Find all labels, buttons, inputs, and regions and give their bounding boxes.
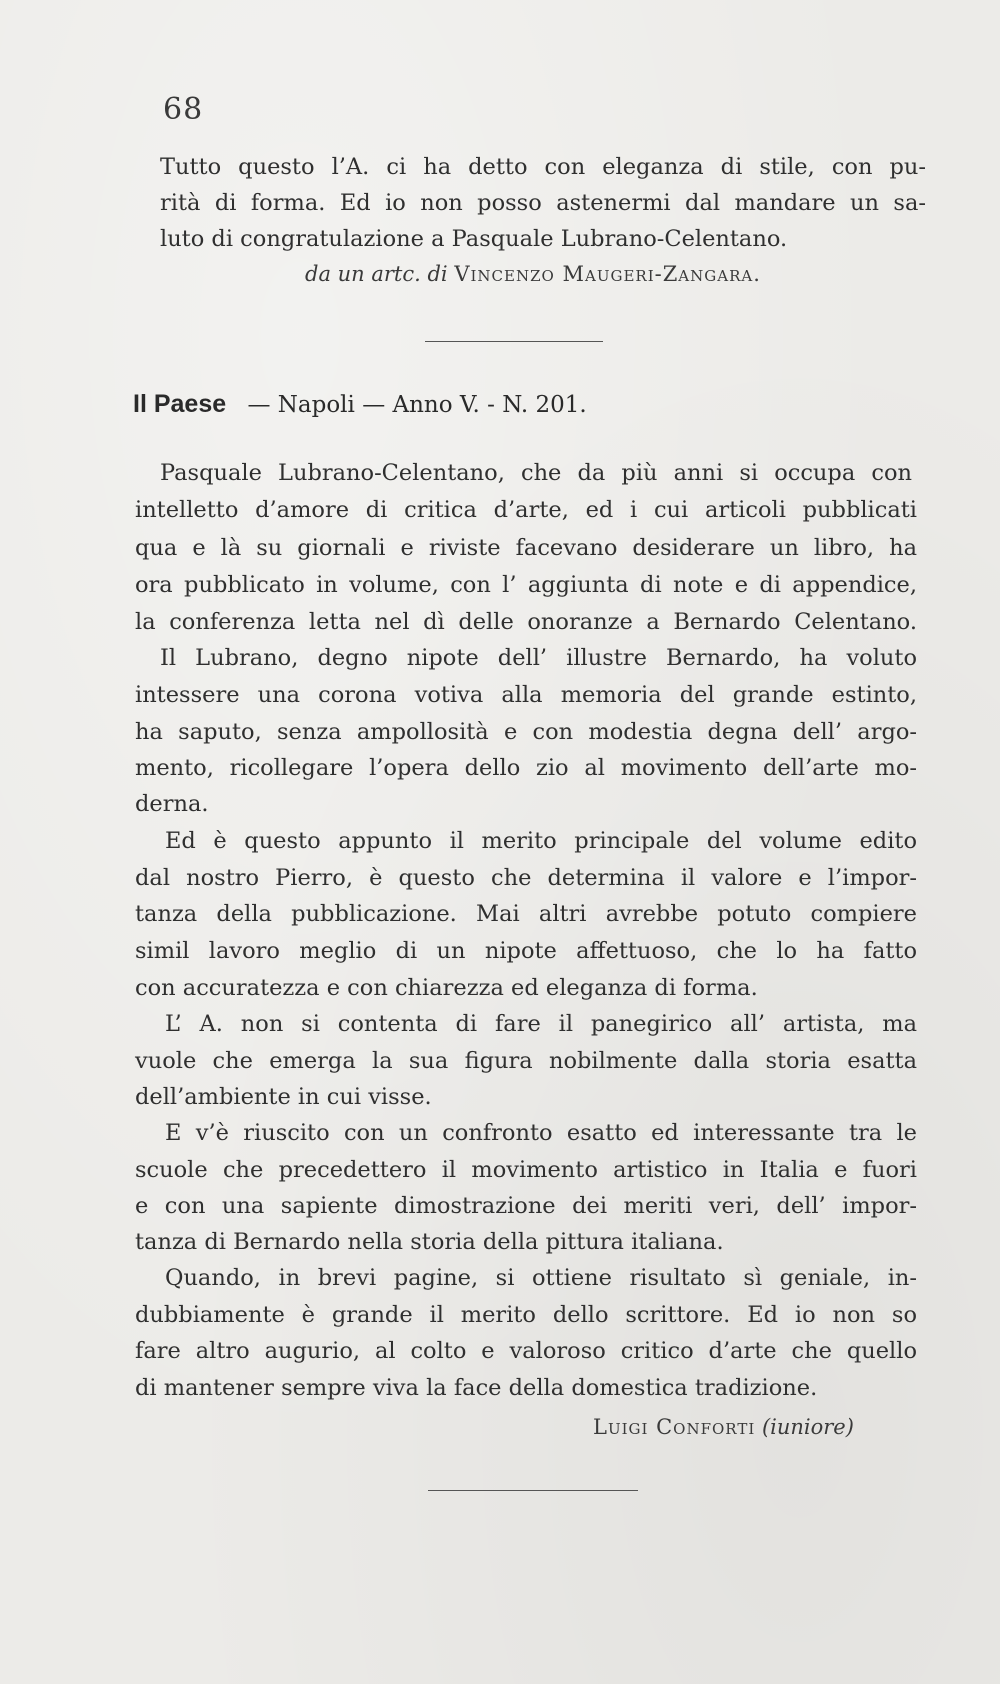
newspaper-name: Il Paese	[133, 390, 227, 418]
article-line-19: E v’è riuscito con un confronto esatto ed interessante tra le	[165, 1120, 917, 1146]
signature-name: Luigi Conforti	[593, 1415, 756, 1439]
article-line-22: tanza di Bernardo nella storia della pittura italiana.	[135, 1229, 724, 1255]
newspaper-masthead	[133, 390, 587, 419]
article-line-3: qua e là su giornali e riviste facevano desiderare un libro, ha	[135, 535, 917, 561]
article-line-2: intelletto d’amore di critica d’arte, ed i cui articoli pubblicati	[135, 497, 917, 523]
article-line-5: la conferenza letta nel dì delle onoranze a Bernardo Celentano.	[135, 609, 917, 635]
article-line-8: ha saputo, senza ampollosità e con modestia degna dell’ argo-	[135, 719, 917, 745]
article-line-18: dell’ambiente in cui visse.	[135, 1084, 432, 1110]
article-line-25: fare altro augurio, al colto e valoroso critico d’arte che quello	[135, 1338, 917, 1364]
top-paragraph-line-1: Tutto questo l’A. ci ha detto con eleganza di stile, con pu-	[160, 154, 926, 180]
article-line-23: Quando, in brevi pagine, si ottiene risultato sì geniale, in-	[165, 1265, 917, 1291]
article-line-17: vuole che emerga la sua figura nobilmente dalla storia esatta	[135, 1048, 917, 1074]
section-divider-bottom	[428, 1490, 638, 1491]
article-line-1: Pasquale Lubrano-Celentano, che da più anni si occupa con	[160, 460, 912, 486]
article-line-15: con accuratezza e con chiarezza ed eleganza di forma.	[135, 975, 758, 1001]
article-line-11: Ed è questo appunto il merito principale del volume edito	[165, 828, 917, 854]
article-line-12: dal nostro Pierro, è questo che determina il valore e l’impor-	[135, 865, 917, 891]
article-line-16: L’ A. non si contenta di fare il panegirico all’ artista, ma	[165, 1011, 917, 1037]
article-line-20: scuole che precedettero il movimento artistico in Italia e fuori	[135, 1157, 917, 1183]
signature-suffix: (iuniore)	[761, 1415, 854, 1439]
article-line-14: simil lavoro meglio di un nipote affettuoso, che lo ha fatto	[135, 938, 917, 964]
article-line-10: derna.	[135, 791, 209, 817]
article-line-13: tanza della pubblicazione. Mai altri avrebbe potuto compiere	[135, 901, 917, 927]
article-line-26: di mantener sempre viva la face della domestica tradizione.	[135, 1375, 818, 1401]
article-signature	[593, 1415, 854, 1439]
section-divider-top	[425, 341, 603, 342]
attribution-author: Vincenzo Maugeri-Zangara.	[454, 262, 761, 286]
page-number: 68	[163, 92, 204, 127]
article-line-6: Il Lubrano, degno nipote dell’ illustre Bernardo, ha voluto	[160, 645, 917, 671]
newspaper-details: — Napoli — Anno V. - N. 201.	[247, 392, 587, 418]
article-line-7: intessere una corona votiva alla memoria del grande estinto,	[135, 682, 917, 708]
article-line-21: e con una sapiente dimostrazione dei meriti veri, dell’ impor-	[135, 1193, 917, 1219]
attribution-prefix: da un artc. di	[305, 262, 448, 286]
article-line-9: mento, ricollegare l’opera dello zio al movimento dell’arte mo-	[135, 755, 917, 781]
top-paragraph-line-2: rità di forma. Ed io non posso astenermi dal mandare un sa-	[160, 190, 926, 216]
article-line-24: dubbiamente è grande il merito dello scrittore. Ed io non so	[135, 1302, 917, 1328]
top-attribution	[305, 262, 761, 286]
top-paragraph-line-3: luto di congratulazione a Pasquale Lubrano-Celentano.	[160, 226, 788, 252]
article-line-4: ora pubblicato in volume, con l’ aggiunta di note e di appendice,	[135, 572, 917, 598]
